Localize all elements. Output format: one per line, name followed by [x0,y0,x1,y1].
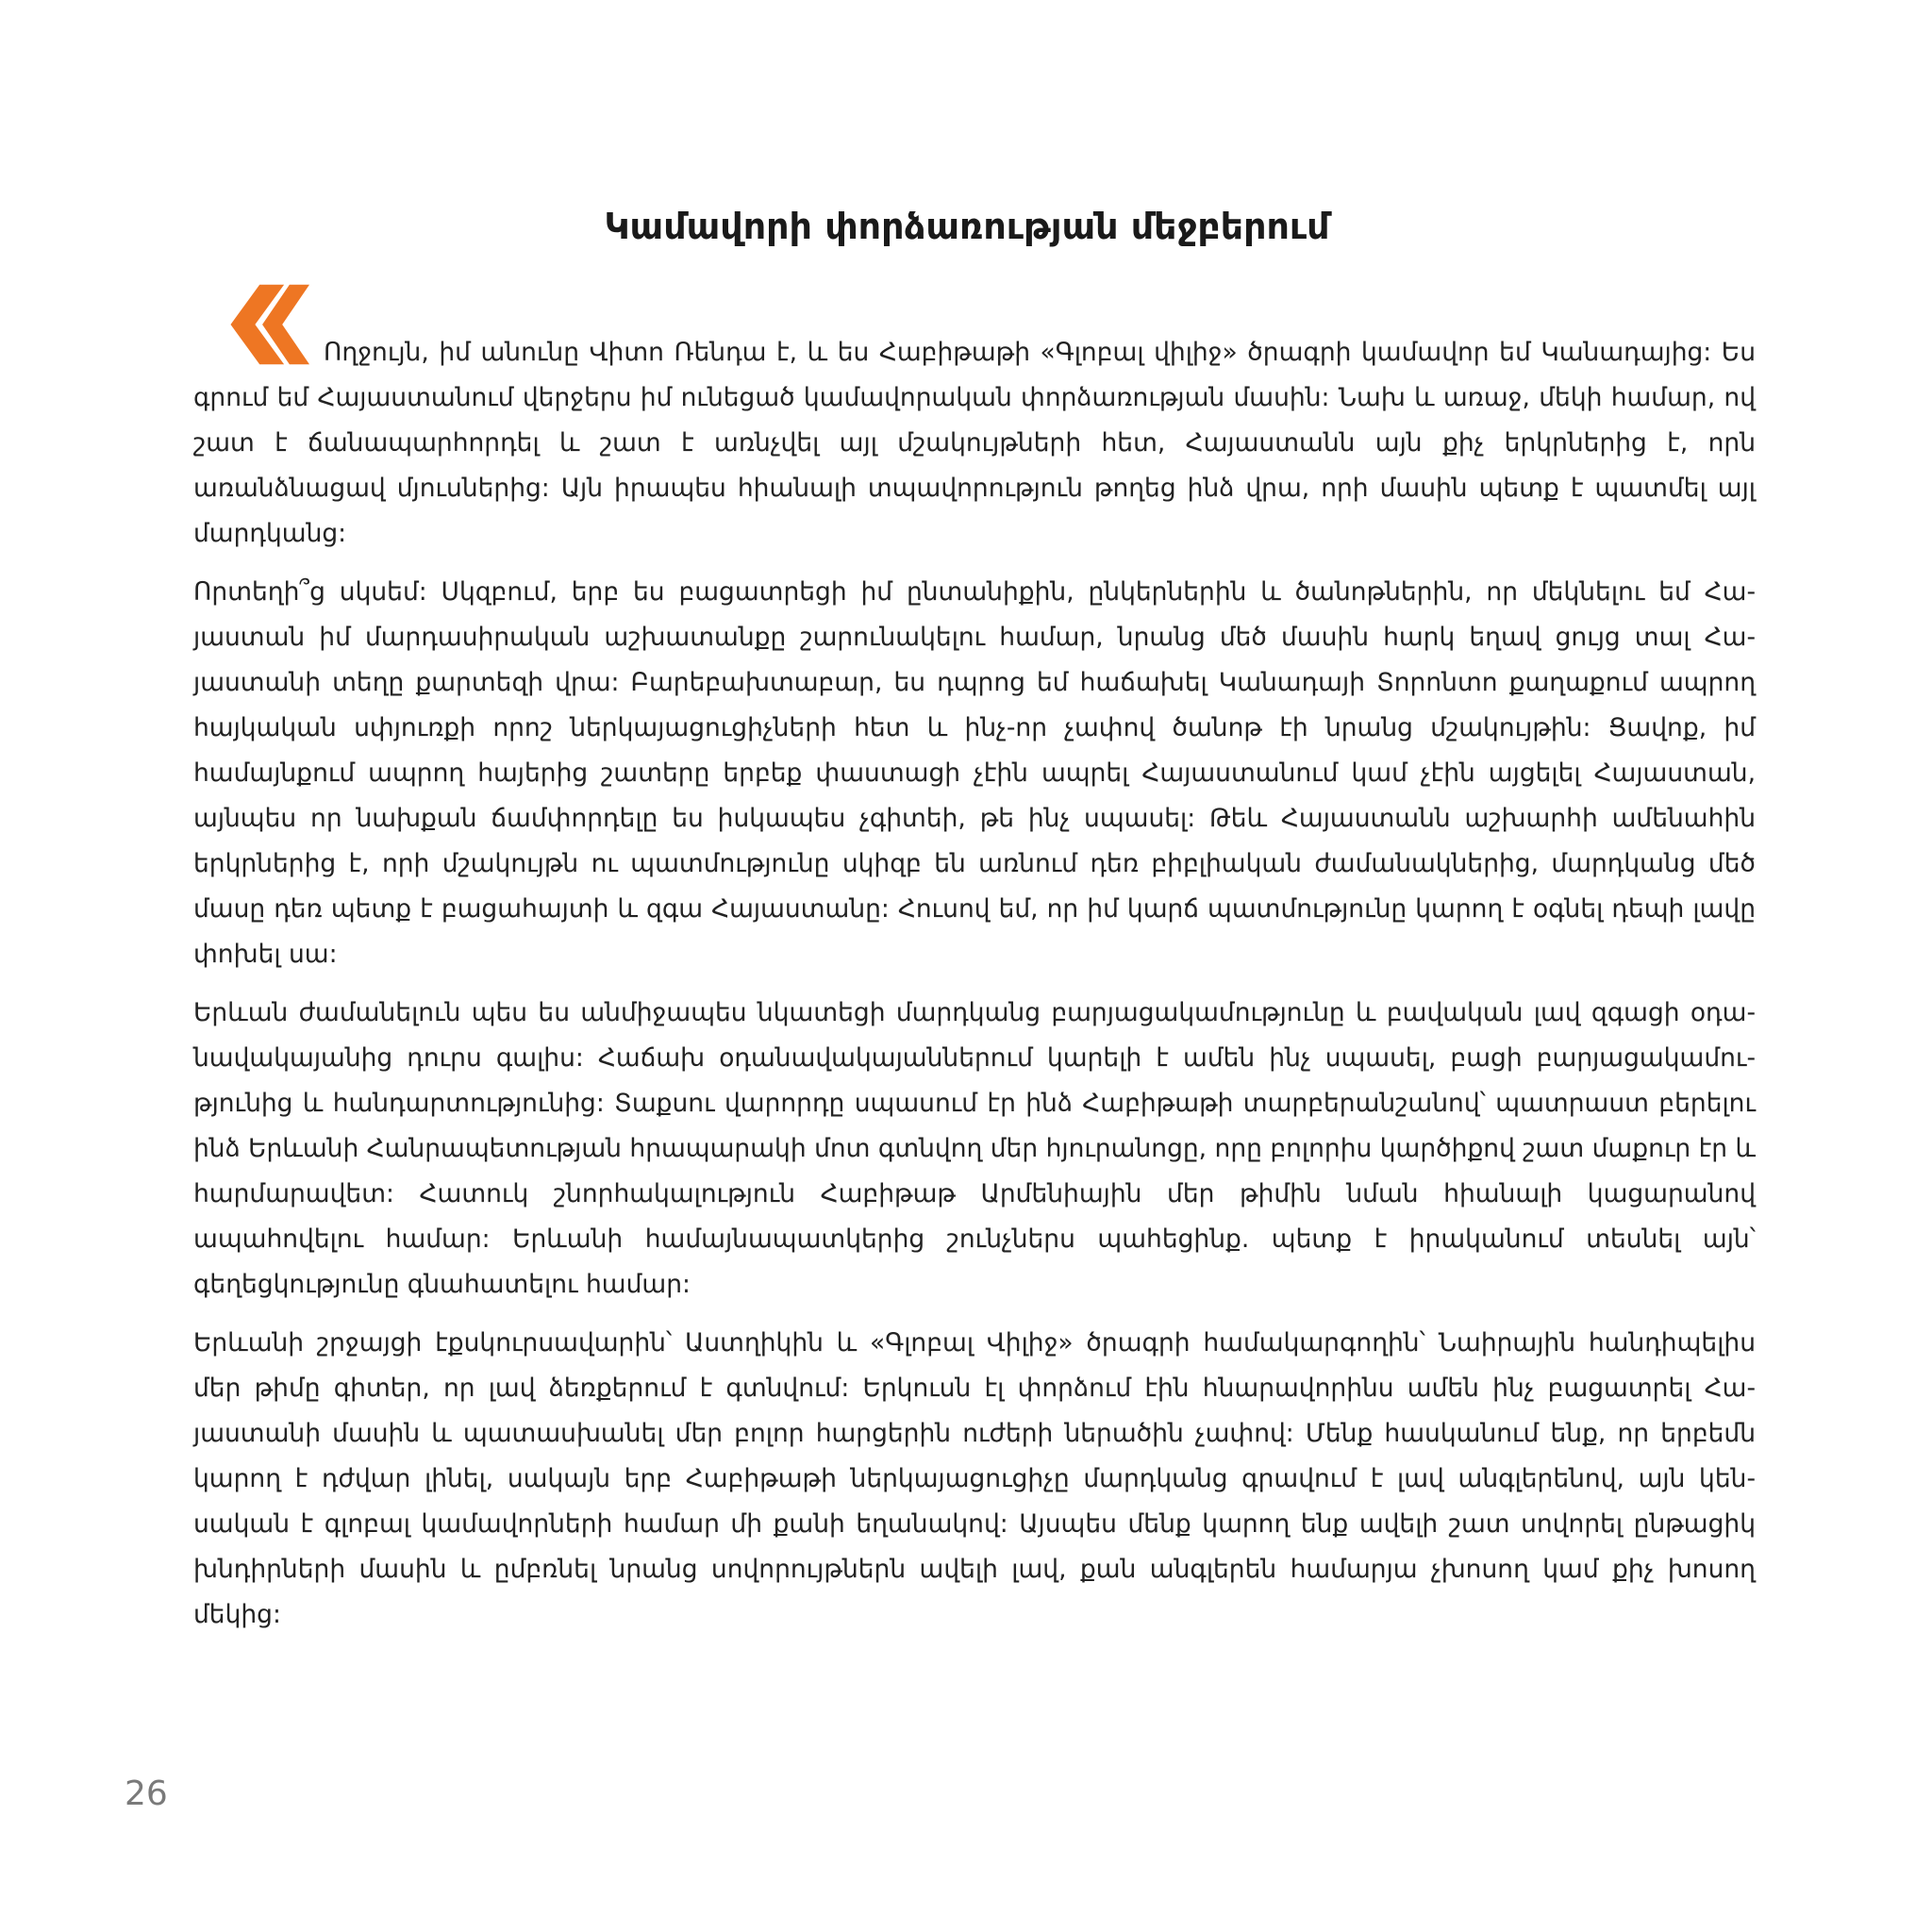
page-number: 26 [125,1774,168,1813]
article-body [193,330,1756,1651]
paragraph-1 [193,330,1756,557]
page-title: Կամավորի փորձառության մեջբերում [604,206,1330,247]
paragraph-2: Որտեղի՞ց սկսեմ: Սկզբում, երբ ես բացատրեցի իմ ընտանիքին, ընկերներին և ծանոթներին, որ մեկնելու եմ Հայաստան իմ մարդասիրական աշխատանքը շարունակելու համար, նրանց մեծ մասին հարկ եղավ ցույց տալ Հայաստանի տեղը քարտեզի վրա: Բարեբախտաբար, ես դպրոց եմ հաճախել Կանադայի Տորոնտո քաղաքում ապրող հայկական սփյուռքի որոշ ներկայացուցիչների հետ և ինչ-որ չափով ծանոթ էի նրանց մշակույթին: Ցավոք, իմ համայնքում ապրող հայերից շատերը երբեք փաստացի չէին ապրել Հայաստանում կամ չէին այցելել Հայաստան, այնպես որ նախքան ճամփորդելը ես իսկապես չգիտեի, թե ինչ սպասել: Թեև Հայաստանն աշխարհի ամենահին երկրներից է, որի մշակույթն ու պատմությունը սկիզբ են առնում դեռ բիբլիական ժամանակներից, մարդկանց մեծ մասը դեռ պետք է բացահայտի և զգա Հայաստանը: Հուսով եմ, որ իմ կարճ պատմությունը կարող է օգնել դեպի լավը փոխել սա: [193,577,1756,969]
paragraph-3: Երևան ժամանելուն պես ես անմիջապես նկատեցի մարդկանց բարյացակամությունը և բավական լավ զգացի օդանավակայանից դուրս գալիս: Հաճախ օդանավակայաններում կարելի է ամեն ինչ սպասել, բացի բարյացակամությունից և հանդարտությունից: Տաքսու վարորդը սպասում էր ինձ Հաբիթաթի տարբերանշանով՝ պատրաստ բերելու ինձ Երևանի Հանրապետության հրապարակի մոտ գտնվող մեր հյուրանոցը, որը բոլորիս կարծիքով շատ մաքուր էր և հարմարավետ: Հատուկ շնորհակալություն Հաբիթաթ Արմենիային մեր թիմին նման հիանալի կացարանով ապահովելու համար: Երևանի համայնապատկերից շունչներս պահեցինք. պետք է իրականում տեսնել այն՝ գեղեցկությունը գնահատելու համար: [193,998,1756,1299]
paragraph-1-text: Ողջույն, իմ անունը Վիտո Ռենդա է, և ես Հաբիթաթի «Գլոբալ վիլիջ» ծրագրի կամավոր եմ Կանադայից: Ես գրում եմ Հայաստանում վերջերս իմ ունեցած կամավորական փորձառության մասին: Նախ և առաջ, մեկի համար, ով շատ է ճանապարհորդել և շատ է առնչվել այլ մշակույթների հետ, Հայաստանն այն քիչ երկրներից է, որն առանձնացավ մյուսներից: Այն իրապես հիանալի տպավորություն թողեց ինձ վրա, որի մասին պետք է պատմել այլ մարդկանց: [193,338,1756,548]
paragraph-4: Երևանի շրջայցի էքսկուրսավարին՝ Աստղիկին և «Գլոբալ Վիլիջ» ծրագրի համակարգողին՝ Նաիրային հանդիպելիս մեր թիմը գիտեր, որ լավ ձեռքերում է գտնվում: Երկուսն էլ փորձում էին հնարավորինս ամեն ինչ բացատրել Հայաստանի մասին և պատասխանել մեր բոլոր հարցերին ուժերի ներածին չափով: Մենք հասկանում ենք, որ երբեմն կարող է դժվար լինել, սակայն երբ Հաբիթաթի ներկայացուցիչը մարդկանց գրավում է լավ անգլերենով, այն կենսական է գլոբալ կամավորների համար մի քանի եղանակով: Այսպես մենք կարող ենք ավելի շատ սովորել ընթացիկ խնդիրների մասին և ըմբռնել նրանց սովորույթներն ավելի լավ, քան անգլերեն համարյա չխոսող կամ քիչ խոսող մեկից: [193,1328,1756,1629]
